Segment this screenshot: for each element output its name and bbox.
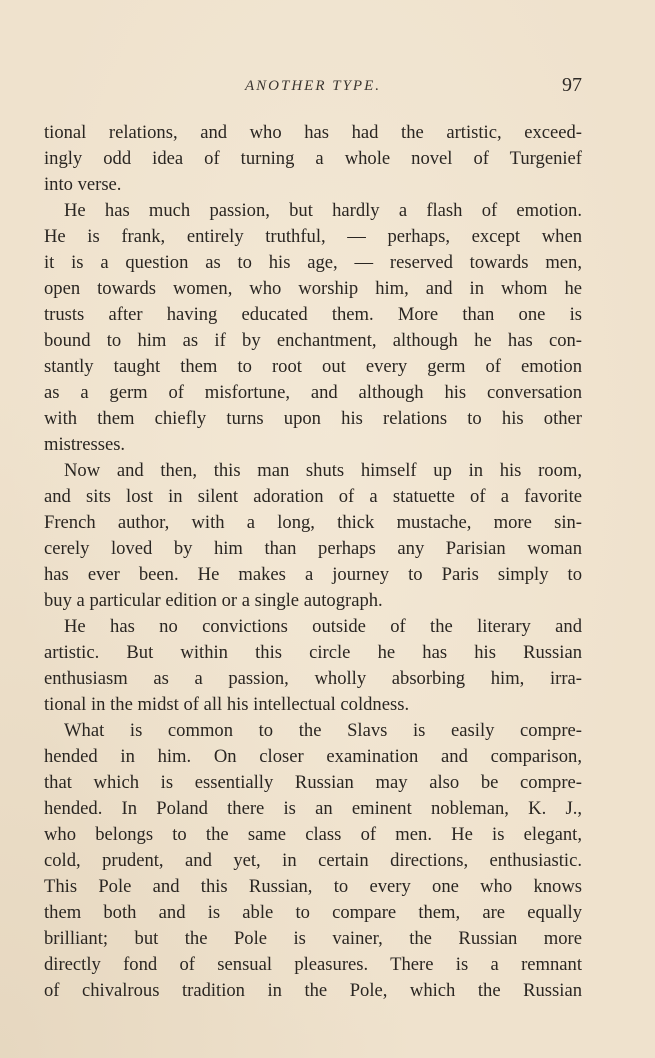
text-line: French author, with a long, thick mustache, more sin- (44, 512, 582, 533)
text-line: who belongs to the same class of men. He is elegant, (44, 824, 582, 845)
text-line: He has much passion, but hardly a flash of emotion. (64, 200, 582, 221)
text-line: with them chiefly turns upon his relations to his other (44, 408, 582, 429)
text-line: mistresses. (44, 434, 126, 455)
text-line: He is frank, entirely truthful, — perhaps, except when (44, 226, 582, 247)
text-line: them both and is able to compare them, are equally (44, 902, 582, 923)
text-line: bound to him as if by enchantment, although he has con- (44, 330, 582, 351)
text-line: buy a particular edition or a single autograph. (44, 590, 383, 611)
text-line: of chivalrous tradition in the Pole, which the Russian (44, 980, 582, 1001)
text-line: tional in the midst of all his intellectual coldness. (44, 694, 410, 715)
text-line: brilliant; but the Pole is vainer, the Russian more (44, 928, 582, 949)
text-line: directly fond of sensual pleasures. There is a remnant (44, 954, 582, 975)
running-head (44, 74, 582, 100)
text-line: Now and then, this man shuts himself up in his room, (64, 460, 582, 481)
running-title: ANOTHER TYPE. (244, 78, 381, 94)
page-number: 97 (562, 74, 582, 96)
text-line: stantly taught them to root out every germ of emotion (44, 356, 582, 377)
text-line: hended. In Poland there is an eminent nobleman, K. J., (44, 798, 582, 819)
text-line: He has no convictions outside of the literary and (64, 616, 582, 637)
text-line: into verse. (44, 174, 122, 195)
text-line: enthusiasm as a passion, wholly absorbing him, irra- (44, 668, 582, 689)
text-line: What is common to the Slavs is easily compre- (64, 720, 582, 741)
text-line: that which is essentially Russian may also be compre- (44, 772, 582, 793)
text-line: This Pole and this Russian, to every one who knows (44, 876, 582, 897)
text-line: has ever been. He makes a journey to Paris simply to (44, 564, 582, 585)
text-line: cold, prudent, and yet, in certain directions, enthusiastic. (44, 850, 582, 871)
text-line: it is a question as to his age, — reserved towards men, (44, 252, 582, 273)
body-text (44, 120, 582, 1004)
text-line: hended in him. On closer examination and comparison, (44, 746, 582, 767)
text-line: and sits lost in silent adoration of a statuette of a favorite (44, 486, 582, 507)
text-line: ingly odd idea of turning a whole novel of Turgenief (44, 148, 582, 169)
text-line: as a germ of misfortune, and although his conversation (44, 382, 582, 403)
text-line: tional relations, and who has had the artistic, exceed- (44, 122, 582, 143)
text-line: cerely loved by him than perhaps any Parisian woman (44, 538, 582, 559)
text-line: open towards women, who worship him, and in whom he (44, 278, 582, 299)
text-line: artistic. But within this circle he has his Russian (44, 642, 582, 663)
text-line: trusts after having educated them. More than one is (44, 304, 582, 325)
